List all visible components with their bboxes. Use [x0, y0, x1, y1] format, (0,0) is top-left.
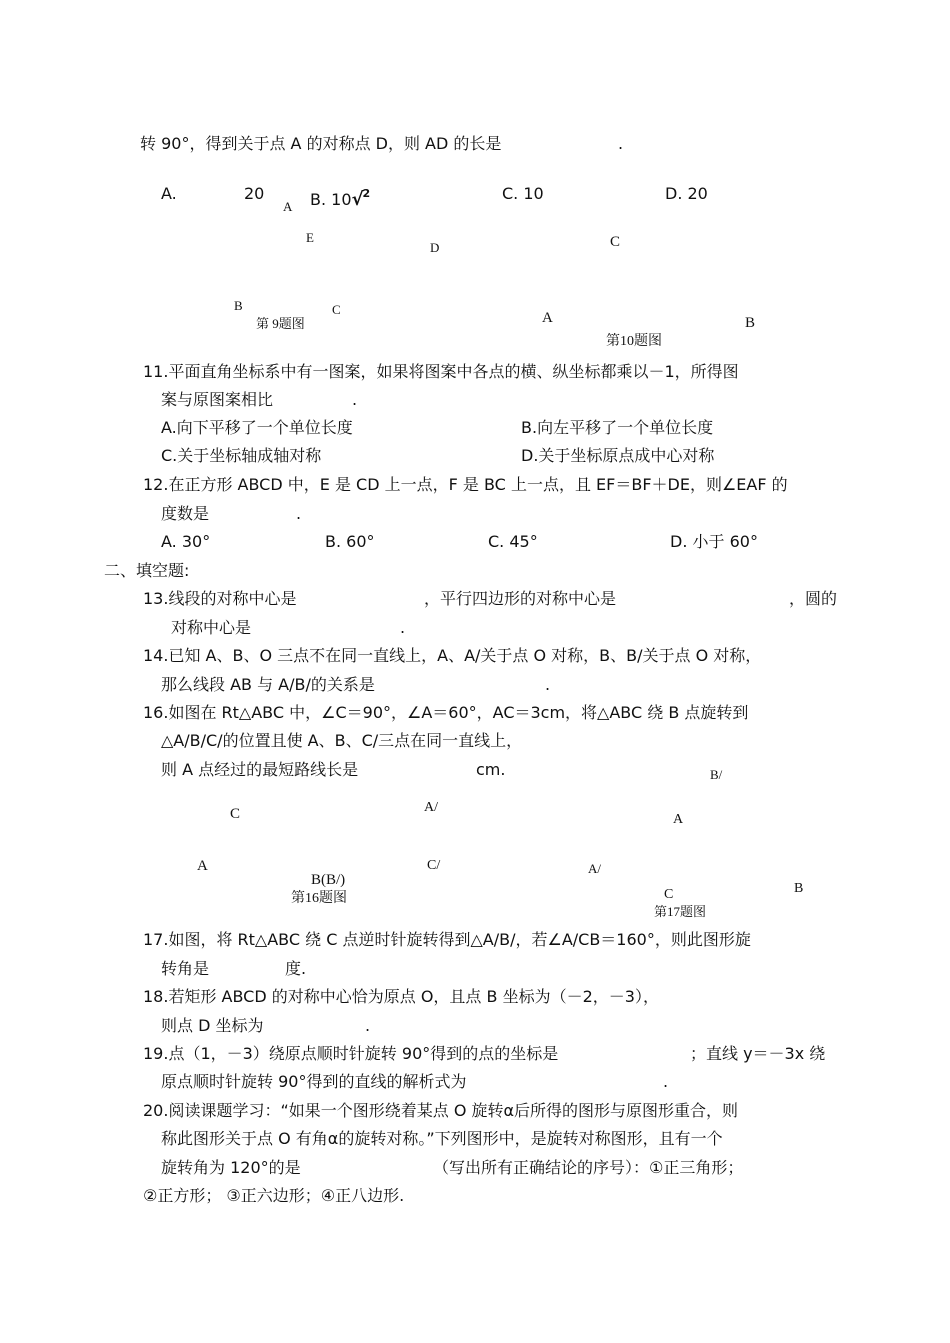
sqrt-symbol [352, 189, 371, 210]
q19-line1-a: 19.点（1，－3）绕原点顺时针旋转 90°得到的点的坐标是 [143, 1044, 559, 1063]
q10-option-b [310, 184, 370, 210]
q18-line1: 18.若矩形 ABCD 的对称中心恰为原点 O，且点 B 坐标为（－2，－3）， [143, 987, 659, 1006]
fig10-label-a: A [542, 310, 553, 326]
q16-unit: cm. [476, 760, 506, 779]
fig16-label-b: B(B/) [311, 872, 346, 888]
q17-line2: 转角是 [161, 959, 210, 978]
q17-line1: 17.如图，将 Rt△ABC 绕 C 点逆时针旋转得到△A/B/，若∠A/CB＝160°，则此图形旋 [143, 930, 751, 949]
fig17-label-b-prime: B/ [710, 767, 723, 782]
q20-line2: 称此图形关于点 O 有角α的旋转对称。”下列图形中，是旋转对称图形，且有一个 [161, 1129, 723, 1148]
q18-line2: 则点 D 坐标为 [161, 1016, 264, 1035]
q18-blank-end: . [365, 1016, 371, 1035]
q14-line2: 那么线段 AB 与 A/B/的关系是 [161, 675, 375, 694]
fig16-label-a: A [197, 858, 208, 874]
q12-option-c: C. 45° [488, 532, 538, 551]
fig17-label-a-prime: A/ [588, 861, 601, 876]
q12-option-b: B. 60° [325, 532, 375, 551]
fig10-caption: 第10题图 [606, 334, 662, 349]
q10-option-d: D. 20 [665, 184, 708, 203]
q11-line2: 案与原图案相比 [161, 390, 274, 409]
q16-line1: 16.如图在 Rt△ABC 中，∠C＝90°，∠A＝60°，AC＝3cm，将△ABC 绕 B 点旋转到 [143, 703, 749, 722]
q12-option-a: A. 30° [161, 532, 211, 551]
fig9-label-c: C [332, 302, 341, 317]
q19-blank-end: . [663, 1072, 669, 1091]
q11-option-c: C.关于坐标轴成轴对称 [161, 446, 322, 465]
q13-line1-c: ，圆的 [789, 589, 838, 608]
q10-option-a-value: 20 [244, 184, 265, 203]
q11-option-b: B.向左平移了一个单位长度 [521, 418, 714, 437]
q11-option-d: D.关于坐标原点成中心对称 [521, 446, 715, 465]
sqrt-radicand: 2 [362, 187, 371, 200]
q19-line2: 原点顺时针旋转 90°得到的直线的解析式为 [161, 1072, 467, 1091]
fig10-label-b: B [745, 315, 756, 331]
fig17-label-b: B [794, 881, 804, 896]
fig16-label-c-prime: C/ [427, 858, 441, 873]
q14-line1: 14.已知 A、B、O 三点不在同一直线上，A、A/关于点 O 对称，B、B/关于点 O 对称， [143, 646, 762, 665]
q13-line2: 对称中心是 [171, 618, 252, 637]
q20-line4: ②正方形； ③正六边形；④正八边形. [143, 1186, 405, 1205]
q11-option-a: A.向下平移了一个单位长度 [161, 418, 353, 437]
fig9-label-b: B [234, 298, 243, 313]
q17-unit: 度. [285, 959, 307, 978]
fig9-label-d: D [430, 240, 440, 255]
q20-line1: 20.阅读课题学习：“如果一个图形绕着某点 O 旋转α后所得的图形与原图形重合，则 [143, 1101, 739, 1120]
q10-option-c: C. 10 [502, 184, 544, 203]
q10-stem: 转 90°，得到关于点 A 的对称点 D，则 AD 的长是 [140, 134, 502, 153]
q20-line3-a: 旋转角为 120°的是 [161, 1158, 301, 1177]
fig16-label-a-prime: A/ [424, 800, 438, 815]
q11-line1: 11.平面直角坐标系中有一图案，如果将图案中各点的横、纵坐标都乘以－1，所得图 [143, 362, 739, 381]
fig10-label-c: C [610, 234, 621, 250]
q10-blank-end: . [618, 134, 624, 153]
q20-line3-b: （写出所有正确结论的序号）：①正三角形； [433, 1158, 744, 1177]
q14-blank-end: . [545, 675, 551, 694]
q16-line2: △A/B/C/的位置且使 A、B、C/三点在同一直线上， [161, 731, 523, 750]
sqrt-radical: √ [351, 189, 364, 210]
section-title: 二、填空题: [104, 561, 190, 580]
fig16-caption: 第16题图 [291, 891, 347, 906]
q16-line3: 则 A 点经过的最短路线长是 [161, 760, 359, 779]
fig9-label-a: A [283, 199, 293, 214]
fig16-label-c: C [230, 806, 241, 822]
q13-line1-a: 13.线段的对称中心是 [143, 589, 297, 608]
q19-line1-b: ；直线 y＝－3x 绕 [690, 1044, 826, 1063]
q13-line1-b: ，平行四边形的对称中心是 [424, 589, 617, 608]
q12-line2: 度数是 [161, 504, 210, 523]
q13-blank-end: . [400, 618, 406, 637]
q12-option-d: D. 小于 60° [670, 532, 758, 551]
q11-blank-end: . [352, 390, 358, 409]
fig9-caption: 第 9题图 [256, 316, 305, 331]
q12-blank-end: . [296, 504, 302, 523]
fig17-label-a: A [673, 812, 684, 827]
fig17-label-c: C [664, 887, 674, 902]
q12-line1: 12.在正方形 ABCD 中，E 是 CD 上一点，F 是 BC 上一点，且 EF＝BF＋DE，则∠EAF 的 [143, 475, 788, 494]
q10-option-b-label: B. 10 [310, 190, 352, 209]
fig9-label-e: E [306, 230, 314, 245]
q10-option-a-label: A. [161, 184, 177, 203]
fig17-caption: 第17题图 [654, 904, 707, 919]
